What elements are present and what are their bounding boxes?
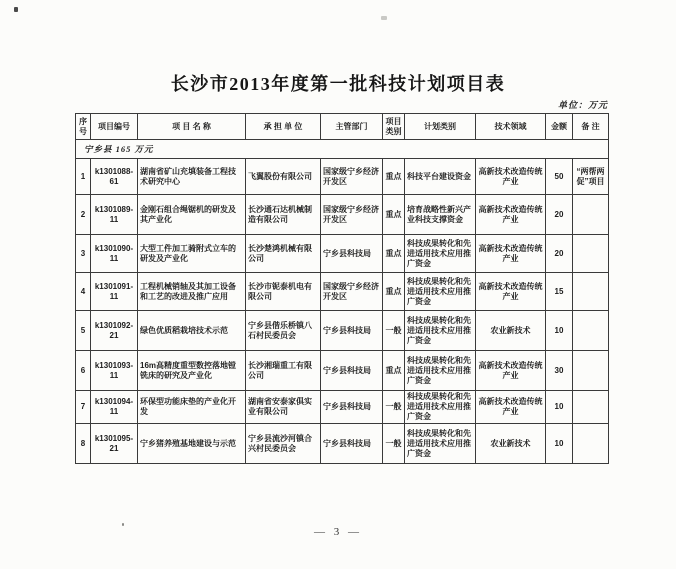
- table-row: [76, 235, 609, 273]
- cell-category: 重点: [383, 235, 405, 273]
- cell-unit: 长沙楚鸿机械有限公司: [246, 235, 321, 273]
- cell-plan: 科技成果转化和先进适用技术应用推广资金: [405, 391, 476, 424]
- cell-dept: 宁乡县科技局: [321, 235, 383, 273]
- cell-amount: 30: [546, 351, 573, 391]
- cell-dept: 国家级宁乡经济开发区: [321, 273, 383, 311]
- table-row: [76, 351, 609, 391]
- table-row: [76, 424, 609, 464]
- cell-amount: 20: [546, 195, 573, 235]
- scan-speck: [14, 7, 18, 12]
- cell-unit: 长沙通石达机械制造有限公司: [246, 195, 321, 235]
- cell-field: 农业新技术: [476, 424, 546, 464]
- table-row: [76, 195, 609, 235]
- col-header-name: 项 目 名 称: [138, 114, 246, 140]
- cell-seq: 8: [76, 424, 91, 464]
- cell-category: 重点: [383, 195, 405, 235]
- col-header-seq: 序号: [76, 114, 91, 140]
- cell-remark: [573, 195, 609, 235]
- col-header-category: 项目类别: [383, 114, 405, 140]
- col-header-dept: 主管部门: [321, 114, 383, 140]
- table-row: [76, 311, 609, 351]
- cell-seq: 2: [76, 195, 91, 235]
- cell-category: 重点: [383, 273, 405, 311]
- table-row: [76, 391, 609, 424]
- col-header-amount: 金额: [546, 114, 573, 140]
- cell-plan: 科技成果转化和先进适用技术应用推广资金: [405, 311, 476, 351]
- cell-remark: [573, 391, 609, 424]
- cell-name: 湖南省矿山充填装备工程技术研究中心: [138, 159, 246, 195]
- cell-unit: 飞翼股份有限公司: [246, 159, 321, 195]
- project-table: [75, 113, 609, 464]
- cell-name: 宁乡猪养殖基地建设与示范: [138, 424, 246, 464]
- header-row: [76, 114, 609, 140]
- cell-seq: 7: [76, 391, 91, 424]
- cell-plan: 科技成果转化和先进适用技术应用推广资金: [405, 235, 476, 273]
- unit-note: 单位：万元: [558, 100, 609, 110]
- cell-amount: 10: [546, 311, 573, 351]
- page-number: — 3 —: [314, 526, 362, 538]
- cell-seq: 4: [76, 273, 91, 311]
- cell-id: k1301092-21: [91, 311, 138, 351]
- cell-id: k1301093-11: [91, 351, 138, 391]
- cell-name: 大型工件加工骑附式立车的研发及产业化: [138, 235, 246, 273]
- cell-plan: 科技成果转化和先进适用技术应用推广资金: [405, 351, 476, 391]
- cell-category: 一般: [383, 311, 405, 351]
- cell-unit: 长沙湘瑞重工有限公司: [246, 351, 321, 391]
- cell-unit: 长沙市铌泰机电有限公司: [246, 273, 321, 311]
- cell-dept: 国家级宁乡经济开发区: [321, 159, 383, 195]
- cell-id: k1301091-11: [91, 273, 138, 311]
- cell-category: 重点: [383, 159, 405, 195]
- section-row-ningxiang: [76, 140, 609, 159]
- cell-remark: [573, 273, 609, 311]
- cell-unit: 宁乡县流沙河镇合兴村民委员会: [246, 424, 321, 464]
- col-header-remark: 备 注: [573, 114, 609, 140]
- cell-seq: 3: [76, 235, 91, 273]
- cell-unit: 宁乡县偕乐桥镇八石村民委员会: [246, 311, 321, 351]
- cell-id: k1301094-11: [91, 391, 138, 424]
- cell-id: k1301088-61: [91, 159, 138, 195]
- col-header-plan: 计划类别: [405, 114, 476, 140]
- cell-plan: 科技成果转化和先进适用技术应用推广资金: [405, 273, 476, 311]
- scan-speck: [381, 16, 387, 20]
- cell-remark: [573, 424, 609, 464]
- cell-field: 高新技术改造传统产业: [476, 391, 546, 424]
- cell-category: 一般: [383, 424, 405, 464]
- table-row: [76, 159, 609, 195]
- cell-field: 高新技术改造传统产业: [476, 159, 546, 195]
- cell-amount: 50: [546, 159, 573, 195]
- document-title: 长沙市2013年度第一批科技计划项目表: [170, 74, 506, 94]
- cell-name: 16m高精度重型数控落地镗铣床的研究及产业化: [138, 351, 246, 391]
- cell-plan: 科技成果转化和先进适用技术应用推广资金: [405, 424, 476, 464]
- cell-id: k1301095-21: [91, 424, 138, 464]
- cell-remark: [573, 235, 609, 273]
- cell-remark: [573, 311, 609, 351]
- cell-unit: 湖南省安泰家俱实业有限公司: [246, 391, 321, 424]
- cell-amount: 10: [546, 391, 573, 424]
- cell-dept: 宁乡县科技局: [321, 311, 383, 351]
- cell-dept: 宁乡县科技局: [321, 424, 383, 464]
- cell-remark: “两帮两促”项目: [573, 159, 609, 195]
- cell-seq: 6: [76, 351, 91, 391]
- section-label: 宁乡县 165 万元: [76, 140, 609, 159]
- cell-amount: 10: [546, 424, 573, 464]
- cell-dept: 国家级宁乡经济开发区: [321, 195, 383, 235]
- cell-field: 高新技术改造传统产业: [476, 195, 546, 235]
- cell-amount: 20: [546, 235, 573, 273]
- cell-id: k1301089-11: [91, 195, 138, 235]
- cell-dept: 宁乡县科技局: [321, 351, 383, 391]
- cell-remark: [573, 351, 609, 391]
- cell-name: 绿色优质稻栽培技术示范: [138, 311, 246, 351]
- cell-dept: 宁乡县科技局: [321, 391, 383, 424]
- cell-seq: 5: [76, 311, 91, 351]
- table-row: [76, 273, 609, 311]
- cell-field: 高新技术改造传统产业: [476, 273, 546, 311]
- cell-category: 重点: [383, 351, 405, 391]
- cell-category: 一般: [383, 391, 405, 424]
- col-header-field: 技术领域: [476, 114, 546, 140]
- cell-plan: 科技平台建设资金: [405, 159, 476, 195]
- col-header-id: 项目编号: [91, 114, 138, 140]
- cell-name: 工程机械销轴及其加工设备和工艺的改进及推广应用: [138, 273, 246, 311]
- cell-field: 高新技术改造传统产业: [476, 235, 546, 273]
- col-header-unit: 承 担 单 位: [246, 114, 321, 140]
- cell-name: 环保型功能床垫的产业化开发: [138, 391, 246, 424]
- cell-name: 金刚石组合绳锯机的研发及其产业化: [138, 195, 246, 235]
- cell-field: 农业新技术: [476, 311, 546, 351]
- cell-id: k1301090-11: [91, 235, 138, 273]
- cell-seq: 1: [76, 159, 91, 195]
- cell-plan: 培育战略性新兴产业科技支撑资金: [405, 195, 476, 235]
- cell-field: 高新技术改造传统产业: [476, 351, 546, 391]
- cell-amount: 15: [546, 273, 573, 311]
